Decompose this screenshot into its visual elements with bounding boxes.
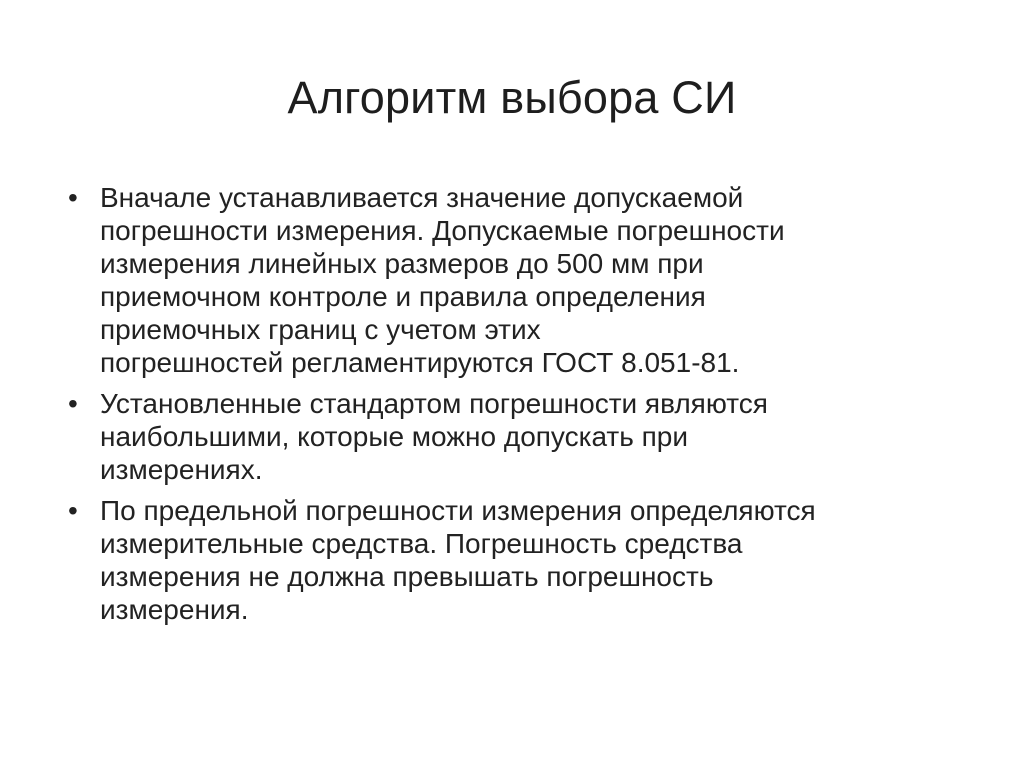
bullet-item [68, 181, 948, 379]
bullet-item [68, 387, 948, 486]
bullet-text: Вначале устанавливается значение допускаемой погрешности измерения. Допускаемые погрешности измерения линейных размеров до 500 мм при приемочном контроле и правила определения приемочных границ с учетом этих погрешностей регламентируются ГОСТ 8.051-81. [100, 182, 785, 378]
bullet-marker: • [68, 495, 78, 526]
bullet-text: По предельной погрешности измерения определяются измерительные средства. Погрешность средства измерения не должна превышать погрешность измерения. [100, 495, 816, 625]
bullet-text: Установленные стандартом погрешности являются наибольшими, которые можно допускать при измерениях. [100, 388, 768, 485]
bullet-item [68, 494, 948, 626]
bullet-marker: • [68, 388, 78, 419]
bullet-marker: • [68, 182, 78, 213]
bullet-list [68, 181, 948, 634]
slide-title: Алгоритм выбора СИ [287, 72, 737, 123]
